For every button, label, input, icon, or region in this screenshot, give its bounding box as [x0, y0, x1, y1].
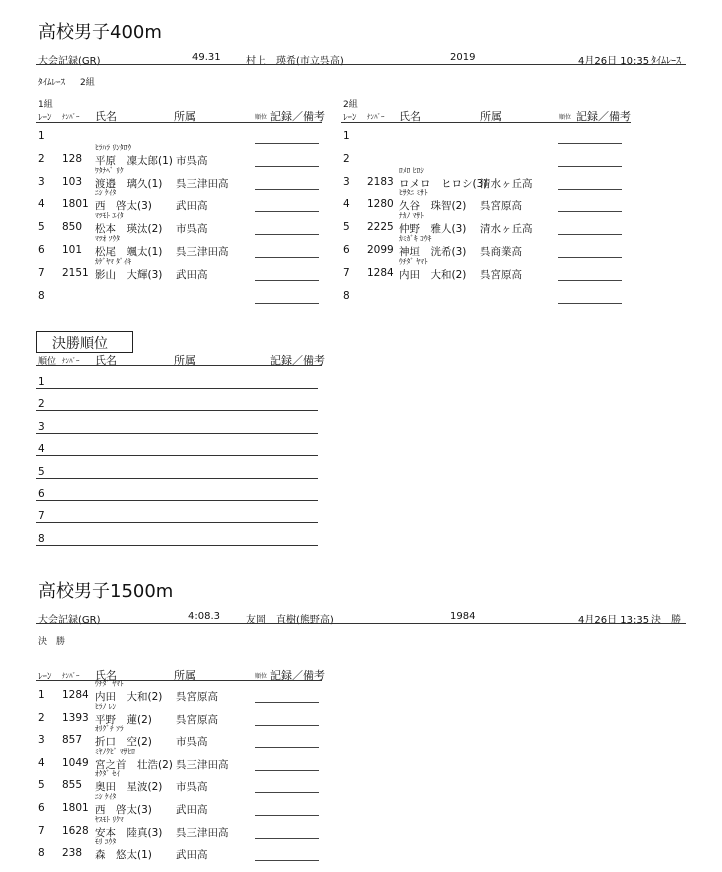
athlete-name: 安本 陸真(3)	[95, 826, 163, 839]
rank-line	[36, 478, 318, 479]
record-entry-line	[255, 257, 319, 258]
race-type: 決 勝	[38, 637, 66, 647]
athlete-kana: ｶｹﾞﾔﾏ ﾀﾞｲｷ	[95, 256, 132, 266]
col-record: 記録／備考	[270, 669, 325, 682]
athlete-kana: ｳﾁﾀﾞ ﾔﾏﾄ	[399, 256, 428, 266]
rank-line	[36, 455, 318, 456]
final-label: 決勝順位	[52, 336, 108, 352]
record-entry-line	[255, 211, 319, 212]
lane-number: 6	[38, 244, 45, 256]
lane-number: 8	[343, 289, 350, 302]
athlete-kana: ﾐﾔﾉｸﾋﾞ ﾏｻﾋﾛ	[95, 746, 135, 756]
athlete-kana: ﾋｻﾀﾆ ﾐｻﾄ	[399, 188, 428, 198]
bib-number: 1801	[62, 198, 89, 211]
header-divider	[36, 365, 322, 366]
athlete-kana: ｳﾁﾀﾞ ﾔﾏﾄ	[95, 679, 124, 688]
bib-number: 2183	[367, 175, 394, 188]
record-year: 1984	[450, 611, 476, 622]
record-entry-line	[255, 747, 319, 748]
col-record: 記録／備考	[270, 110, 325, 123]
rank-number: 6	[38, 488, 45, 500]
team-name: 市呉高	[176, 154, 208, 167]
rank-number: 8	[38, 532, 45, 545]
col-number: ﾅﾝﾊﾞｰ	[62, 357, 80, 365]
record-entry-line	[558, 257, 622, 258]
record-entry-line	[255, 725, 319, 726]
record-time: 4:08.3	[188, 611, 220, 622]
team-name: 市呉高	[176, 781, 208, 794]
col-order: 順位	[255, 114, 268, 121]
race-type: ﾀｲﾑﾚｰｽ	[38, 78, 66, 88]
bib-number: 855	[62, 779, 83, 792]
team-name: 清水ヶ丘高	[480, 177, 533, 190]
col-order: 順位	[255, 673, 268, 680]
record-entry-line	[255, 303, 319, 304]
team-name: 呉三津田高	[176, 246, 229, 258]
record-divider	[36, 623, 686, 624]
athlete-name: 西 啓太(3)	[95, 200, 152, 213]
heat-label: 1組	[38, 100, 53, 110]
athlete-name: 渡邉 璃久(1)	[95, 177, 163, 190]
rank-number: 3	[38, 420, 45, 433]
athlete-name: 平原 凜太郎(1)	[95, 154, 173, 167]
athlete-kana: ｵｸﾀﾞ ｾｲ	[95, 769, 120, 779]
athlete-kana: ﾋﾗﾉ ﾚﾝ	[95, 701, 117, 711]
record-entry-line	[558, 234, 622, 235]
bib-number: 2225	[367, 221, 394, 234]
team-name: 呉三津田高	[176, 758, 229, 771]
record-entry-line	[558, 211, 622, 212]
athlete-name: 平野 蓮(2)	[95, 713, 152, 726]
athlete-name: 森 悠太(1)	[95, 849, 152, 862]
lane-number: 7	[343, 266, 350, 279]
athlete-name: 内田 大和(2)	[399, 268, 467, 281]
athlete-name: 影山 大輝(3)	[95, 268, 163, 281]
bib-number: 238	[62, 847, 83, 860]
rank-number: 1	[38, 376, 45, 388]
rank-line	[36, 522, 318, 523]
record-entry-line	[255, 166, 319, 167]
bib-number: 850	[62, 221, 83, 234]
header-divider	[36, 122, 322, 123]
athlete-kana: ﾋﾗﾊﾗ ﾘﾝﾀﾛｳ	[95, 142, 132, 152]
col-team: 所属	[174, 110, 196, 123]
col-lane: ﾚｰﾝ	[343, 113, 357, 123]
lane-number: 3	[38, 734, 45, 747]
athlete-kana: ﾅｶﾉ ﾏｻﾄ	[399, 211, 424, 221]
team-name: 清水ヶ丘高	[480, 223, 533, 236]
record-entry-line	[255, 792, 319, 793]
rank-number: 4	[38, 443, 45, 456]
record-holder: 友岡 直樹(熊野高)	[246, 615, 334, 626]
col-name: 氏名	[399, 110, 421, 123]
col-order: 順位	[559, 114, 572, 121]
col-lane: ﾚｰﾝ	[38, 672, 52, 682]
bib-number: 101	[62, 244, 83, 256]
heat-label: 2組	[343, 100, 358, 110]
athlete-kana: ﾛﾒﾛ ﾋﾛｼ	[399, 165, 424, 175]
lane-number: 1	[38, 689, 45, 701]
col-rank: 順位	[38, 357, 57, 367]
team-name: 武田高	[176, 849, 208, 862]
rank-number: 7	[38, 510, 45, 523]
team-name: 呉三津田高	[176, 826, 229, 839]
athlete-kana: ﾓﾘ ﾕｳﾀ	[95, 837, 117, 847]
event-datetime: 4月26日 10:35	[578, 56, 650, 67]
athlete-name: 仲野 雅人(3)	[399, 223, 467, 236]
col-record: 記録／備考	[576, 110, 631, 123]
rank-line	[36, 388, 318, 389]
col-record: 記録／備考	[270, 354, 325, 367]
record-label: 大会記録(GR)	[38, 56, 101, 67]
rank-number: 2	[38, 398, 45, 411]
team-name: 呉宮原高	[176, 713, 218, 726]
record-entry-line	[255, 280, 319, 281]
record-entry-line	[255, 189, 319, 190]
team-name: 呉宮原高	[480, 268, 522, 281]
lane-number: 6	[38, 802, 45, 814]
event-title: 高校男子1500m	[38, 581, 174, 602]
col-number: ﾅﾝﾊﾞｰ	[367, 113, 385, 121]
lane-number: 4	[343, 198, 350, 211]
rank-line	[36, 433, 318, 434]
lane-number: 5	[38, 221, 45, 234]
athlete-name: 内田 大和(2)	[95, 691, 163, 703]
lane-number: 3	[38, 175, 45, 188]
athlete-kana: ﾏﾂｵ ｿｳﾀ	[95, 234, 120, 243]
athlete-name: 西 啓太(3)	[95, 804, 152, 816]
lane-number: 4	[38, 756, 45, 769]
team-name: 呉商業高	[480, 246, 522, 258]
team-name: 市呉高	[176, 736, 208, 749]
record-entry-line	[558, 143, 622, 144]
team-name: 呉宮原高	[176, 691, 218, 703]
col-number: ﾅﾝﾊﾞｰ	[62, 672, 80, 680]
lane-number: 2	[38, 152, 45, 165]
record-divider	[36, 64, 686, 65]
team-name: 武田高	[176, 268, 208, 281]
record-entry-line	[255, 770, 319, 771]
athlete-name: 神垣 洸希(3)	[399, 246, 467, 258]
record-entry-line	[558, 189, 622, 190]
athlete-name: 奥田 星波(2)	[95, 781, 163, 794]
bib-number: 128	[62, 152, 83, 165]
rank-line	[36, 500, 318, 501]
lane-number: 8	[38, 847, 45, 860]
athlete-name: 久谷 珠智(2)	[399, 200, 467, 213]
header-divider	[36, 680, 322, 681]
race-group: 2組	[80, 78, 95, 88]
athlete-kana: ﾜﾀﾅﾍﾞ ﾘｸ	[95, 165, 124, 175]
record-entry-line	[255, 860, 319, 861]
athlete-kana: ﾔｽﾓﾄ ﾘｸﾏ	[95, 814, 124, 824]
event-kind: ﾀｲﾑﾚｰｽ	[651, 56, 681, 67]
lane-number: 6	[343, 244, 350, 256]
athlete-name: ロメロ ヒロシ(3)	[399, 177, 488, 190]
lane-number: 5	[38, 779, 45, 792]
bib-number: 857	[62, 734, 83, 747]
event-datetime: 4月26日 13:35	[578, 615, 650, 626]
rank-line	[36, 545, 318, 546]
bib-number: 1280	[367, 198, 394, 211]
lane-number: 8	[38, 289, 45, 302]
record-time: 49.31	[192, 52, 221, 63]
bib-number: 1049	[62, 756, 89, 769]
header-divider	[341, 122, 631, 123]
record-entry-line	[255, 234, 319, 235]
lane-number: 1	[38, 130, 45, 142]
event-title: 高校男子400m	[38, 22, 162, 43]
team-name: 呉三津田高	[176, 177, 229, 190]
record-entry-line	[255, 815, 319, 816]
record-entry-line	[255, 838, 319, 839]
lane-number: 7	[38, 824, 45, 837]
team-name: 武田高	[176, 804, 208, 816]
col-number: ﾅﾝﾊﾞｰ	[62, 113, 80, 121]
athlete-kana: ﾆｼ ｹｲﾀ	[95, 792, 117, 801]
bib-number: 2099	[367, 244, 394, 256]
col-name: 氏名	[95, 669, 117, 682]
col-team: 所属	[174, 669, 196, 682]
lane-number: 4	[38, 198, 45, 211]
bib-number: 1284	[367, 266, 394, 279]
record-year: 2019	[450, 52, 476, 63]
record-entry-line	[558, 303, 622, 304]
record-label: 大会記録(GR)	[38, 615, 101, 626]
athlete-name: 松尾 颯太(1)	[95, 246, 163, 258]
record-entry-line	[558, 166, 622, 167]
lane-number: 5	[343, 221, 350, 234]
record-entry-line	[255, 702, 319, 703]
athlete-name: 折口 空(2)	[95, 736, 152, 749]
col-team: 所属	[174, 354, 196, 367]
athlete-kana: ｵﾘｸﾞﾁ ｿﾗ	[95, 724, 124, 734]
team-name: 武田高	[176, 200, 208, 213]
lane-number: 3	[343, 175, 350, 188]
athlete-kana: ｶﾐｶﾞｷ ｺｳｷ	[399, 234, 432, 243]
lane-number: 1	[343, 130, 350, 142]
bib-number: 103	[62, 175, 83, 188]
lane-number: 7	[38, 266, 45, 279]
lane-number: 2	[343, 152, 350, 165]
rank-number: 5	[38, 465, 45, 478]
athlete-name: 宮之首 壮浩(2)	[95, 758, 173, 771]
lane-number: 2	[38, 711, 45, 724]
record-entry-line	[255, 143, 319, 144]
athlete-kana: ﾏﾂﾓﾄ ｴｲﾀ	[95, 211, 124, 221]
bib-number: 2151	[62, 266, 89, 279]
athlete-name: 松本 瑛汰(2)	[95, 223, 163, 236]
col-name: 氏名	[95, 110, 117, 123]
record-holder: 村上 瑛希(市立呉高)	[246, 56, 344, 67]
bib-number: 1628	[62, 824, 89, 837]
col-name: 氏名	[95, 354, 117, 367]
col-lane: ﾚｰﾝ	[38, 113, 52, 123]
team-name: 市呉高	[176, 223, 208, 236]
team-name: 呉宮原高	[480, 200, 522, 213]
event-kind: 決 勝	[651, 615, 681, 626]
col-team: 所属	[480, 110, 502, 123]
bib-number: 1284	[62, 689, 89, 701]
bib-number: 1801	[62, 802, 89, 814]
record-entry-line	[558, 280, 622, 281]
bib-number: 1393	[62, 711, 89, 724]
athlete-kana: ﾆｼ ｹｲﾀ	[95, 188, 117, 198]
rank-line	[36, 410, 318, 411]
